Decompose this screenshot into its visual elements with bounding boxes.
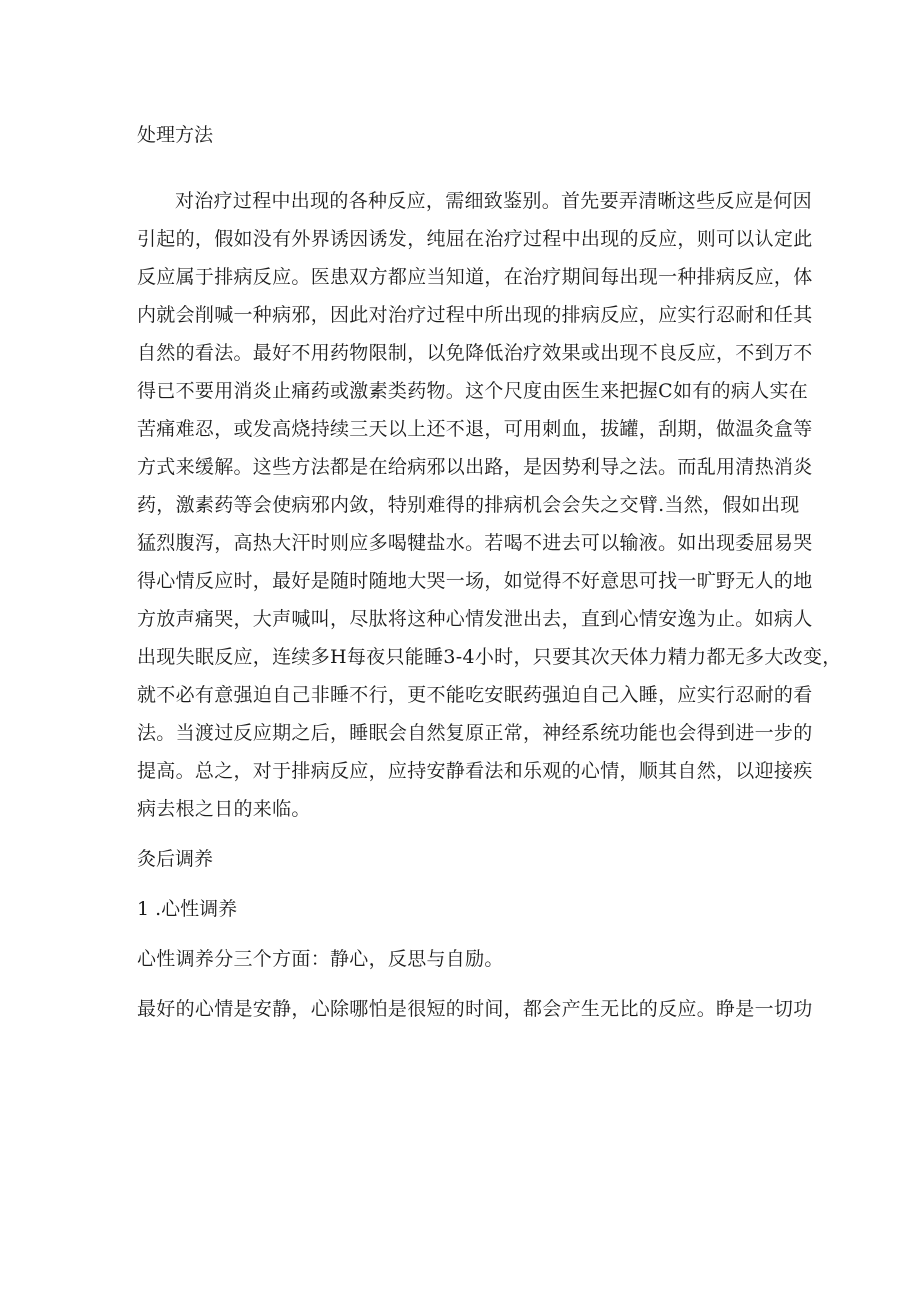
paragraph-line: 药，激素药等会使病邪内敛，特别难得的排病机会会失之交臂.当然，假如出现	[137, 494, 800, 516]
paragraph-line: 内就会削喊一种病邪，因此对治疗过程中所出现的排病反应，应实行忍耐和任其	[137, 304, 813, 326]
paragraph-line: 得心情反应时，最好是随时随地大哭一场，如觉得不好意思可找一旷野无人的地	[137, 570, 813, 592]
paragraph-line: 心性调养分三个方面：静心，反思与自励。	[137, 948, 504, 970]
summary-line	[137, 940, 789, 978]
section-title-aftercare: 灸后调养	[137, 848, 214, 870]
paragraph-line: 方式来缓解。这些方法都是在给病邪以出路，是因势利导之法。而乱用清热消炎	[137, 456, 813, 478]
paragraph-line: 猛烈腹泻，高热大汗时则应多喝犍盐水。若喝不进去可以输液。如出现委屈易哭	[137, 532, 813, 554]
paragraph-line: 得已不要用消炎止痛药或激素类药物。这个尺度由医生来把握C如有的病人实在	[137, 380, 809, 402]
paragraph-line: 对治疗过程中出现的各种反应，需细致鉴别。首先要弄清晰这些反应是何因	[175, 190, 812, 212]
paragraph-line: 提高。总之，对于排病反应，应持安静看法和乐观的心情，顺其自然，以迎接疾	[137, 760, 813, 782]
paragraph-line: 法。当渡过反应期之后，睡眠会自然复原正常，神经系统功能也会得到进一步的	[137, 722, 813, 744]
paragraph-line: 反应属于排病反应。医患双方都应当知道，在治疗期间每出现一种排病反应，体	[137, 266, 813, 288]
paragraph-line: 病去根之日的来临。	[137, 798, 311, 820]
subsection-title: 1 .心性调养	[137, 898, 238, 920]
document-body	[137, 116, 842, 1028]
paragraph-line: 出现失眠反应，连续多H每夜只能睡3-4小时，只要其次天体力精力都无多大改变，	[137, 646, 842, 668]
paragraph-line: 就不必有意强迫自己非睡不行，更不能吃安眠药强迫自己入睡，应实行忍耐的看	[137, 684, 813, 706]
paragraph-line: 苦痛难忍，或发高烧持续三天以上还不退，可用刺血，拔罐，刮期，做温灸盒等	[137, 418, 813, 440]
paragraph-line: 方放声痛哭，大声喊叫，尽肽将这种心情发泄出去，直到心情安逸为止。如病人	[137, 608, 813, 630]
main-paragraph	[137, 182, 842, 828]
closing-line	[137, 990, 813, 1028]
section-title: 处理方法	[137, 124, 214, 146]
paragraph-line: 自然的看法。最好不用药物限制，以免降低治疗效果或出现不良反应，不到万不	[137, 342, 813, 364]
paragraph-line: 最好的心情是安静，心除哪怕是很短的时间，都会产生无比的反应。睁是一切功	[137, 998, 813, 1020]
paragraph-line: 引起的，假如没有外界诱因诱发，纯屈在治疗过程中出现的反应，则可以认定此	[137, 228, 813, 250]
